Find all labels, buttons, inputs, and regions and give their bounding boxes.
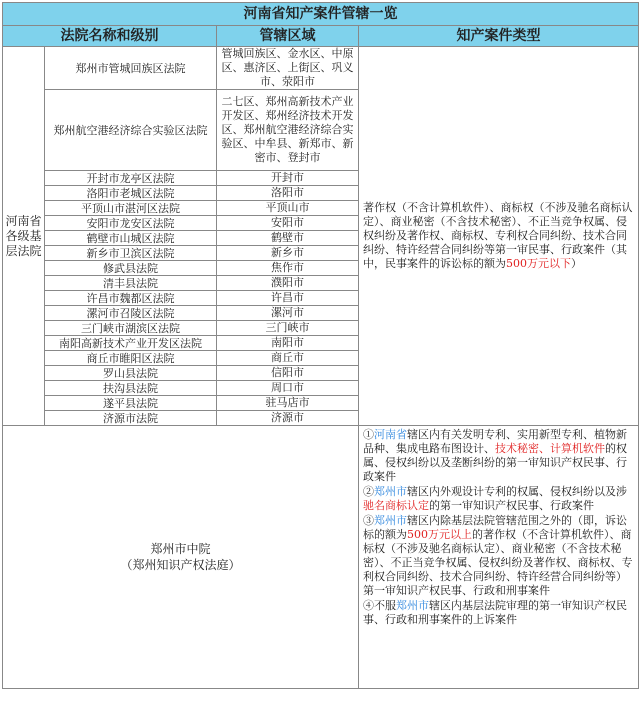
table-row	[3, 47, 639, 90]
court-area: 信阳市	[217, 366, 359, 381]
court-name: 扶沟县法院	[45, 381, 217, 396]
court-name: 罗山县法院	[45, 366, 217, 381]
header-types: 知产案件类型	[359, 26, 639, 47]
court-area: 商丘市	[217, 351, 359, 366]
highlight-text: 500万元以上	[407, 528, 472, 541]
court-name: 修武县法院	[45, 261, 217, 276]
court-area: 南阳市	[217, 336, 359, 351]
court-name: 许昌市魏都区法院	[45, 291, 217, 306]
court-area: 开封市	[217, 171, 359, 186]
basic-level-label: 河南省各级基层法院	[3, 47, 45, 426]
court-name: 漯河市召陵区法院	[45, 306, 217, 321]
amount-highlight: 500万元以下	[506, 257, 571, 270]
court-area: 鹤壁市	[217, 231, 359, 246]
court-area: 焦作市	[217, 261, 359, 276]
court-area: 三门峡市	[217, 321, 359, 336]
court-name: 商丘市睢阳区法院	[45, 351, 217, 366]
item-text: ④不服	[363, 599, 396, 612]
highlight-text: 郑州市	[374, 485, 407, 498]
court-name: 郑州航空港经济综合实验区法院	[45, 90, 217, 171]
court-area: 许昌市	[217, 291, 359, 306]
court-name: 洛阳市老城区法院	[45, 186, 217, 201]
court-name: 南阳高新技术产业开发区法院	[45, 336, 217, 351]
header-court: 法院名称和级别	[3, 26, 217, 47]
court-area: 安阳市	[217, 216, 359, 231]
item-text: 的著作权（不含计算机软件）、商标权（不涉及驰名商标认定）、商业秘密（不含技术秘密）、不正当竞争权属、侵权纠纷及著作权、商标权、专利权合同纠纷、技术合同纠纷、特许经营合同纠纷等）第一审知识产权民事、行政和刑事案件	[363, 528, 633, 597]
item-text: ②	[363, 485, 374, 498]
item-text: 辖区内外观设计专利的权属、侵权纠纷以及涉	[407, 485, 627, 498]
item-text: 的权属、侵权纠纷以及垄断纠纷的第一审知识产权民事、行政案件	[363, 442, 627, 483]
item-text: 辖区内除基层法院管辖范围之外的（即，诉讼标的额为	[363, 514, 627, 541]
jurisdiction-item	[363, 485, 634, 513]
court-name: 三门峡市湖滨区法院	[45, 321, 217, 336]
court-name: 鹤壁市山城区法院	[45, 231, 217, 246]
basic-level-section	[3, 47, 639, 426]
court-area: 驻马店市	[217, 396, 359, 411]
table-title: 河南省知产案件管辖一览	[3, 3, 639, 26]
highlight-text: 河南省	[374, 428, 407, 441]
item-text: 辖区内基层法院审理的第一审知识产权民事、行政和刑事案件的上诉案件	[363, 599, 627, 626]
intermediate-court-sub: （郑州知识产权法庭）	[120, 558, 241, 572]
court-area: 平顶山市	[217, 201, 359, 216]
highlight-text: 技术秘密、计算机软件	[495, 442, 605, 455]
item-text: 辖区内有关发明专利、实用新型专利、植物新品种、集成电路布图设计、	[363, 428, 627, 455]
highlight-text: 郑州市	[396, 599, 429, 612]
court-name: 遂平县法院	[45, 396, 217, 411]
intermediate-court-name: 郑州市中院	[150, 542, 211, 556]
intermediate-case-types	[359, 426, 639, 689]
court-area: 二七区、郑州高新技术产业开发区、郑州经济技术开发区、郑州航空港经济综合实验区、中牟县、新郑市、新密市、登封市	[217, 90, 359, 171]
court-name: 清丰县法院	[45, 276, 217, 291]
item-text: ①	[363, 428, 374, 441]
jurisdiction-item	[363, 428, 634, 484]
highlight-text: 郑州市	[374, 514, 407, 527]
highlight-text: 驰名商标认定	[363, 499, 429, 512]
intermediate-court-cell	[3, 426, 359, 689]
jurisdiction-item	[363, 599, 634, 627]
header-area: 管辖区域	[217, 26, 359, 47]
basic-case-types	[359, 47, 639, 426]
court-name: 新乡市卫滨区法院	[45, 246, 217, 261]
court-name: 郑州市管城回族区法院	[45, 47, 217, 90]
court-area: 周口市	[217, 381, 359, 396]
court-area: 管城回族区、金水区、中原区、惠济区、上街区、巩义市、荥阳市	[217, 47, 359, 90]
court-name: 平顶山市湛河区法院	[45, 201, 217, 216]
basic-types-text: 著作权（不含计算机软件）、商标权（不涉及驰名商标认定）、商业秘密（不含技术秘密）、不正当竞争权属、侵权纠纷及著作权、商标权、专利权合同纠纷、技术合同纠纷、特许经营合同纠纷等第一审民事、行政案件（其中，民事案件的诉讼标的额为	[363, 201, 633, 270]
court-name: 安阳市龙安区法院	[45, 216, 217, 231]
jurisdiction-item	[363, 514, 634, 598]
court-area: 新乡市	[217, 246, 359, 261]
court-name: 开封市龙亭区法院	[45, 171, 217, 186]
court-area: 漯河市	[217, 306, 359, 321]
court-area: 濮阳市	[217, 276, 359, 291]
court-name: 济源市法院	[45, 411, 217, 426]
item-text: ③	[363, 514, 374, 527]
basic-types-close: ）	[571, 257, 582, 270]
jurisdiction-table	[2, 2, 639, 689]
item-text: 的第一审知识产权民事、行政案件	[429, 499, 594, 512]
court-area: 洛阳市	[217, 186, 359, 201]
court-area: 济源市	[217, 411, 359, 426]
